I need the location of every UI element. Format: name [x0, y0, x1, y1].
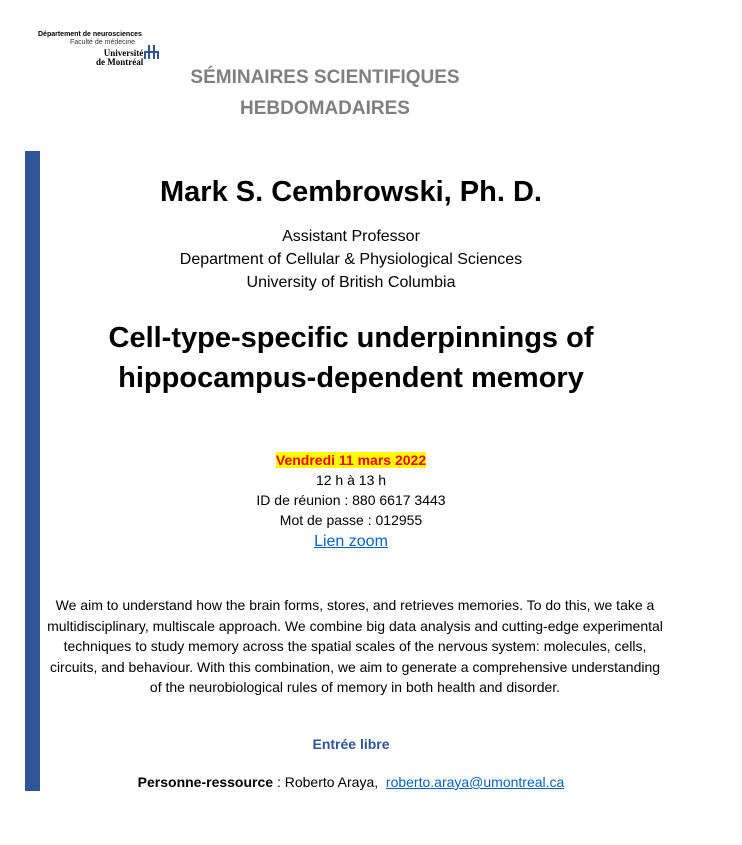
- speaker-affiliation: [40, 225, 662, 294]
- accent-bar: [25, 151, 40, 791]
- contact-name: Roberto Araya,: [284, 774, 379, 790]
- speaker-university: University of British Columbia: [246, 274, 456, 291]
- contact-email-link[interactable]: roberto.araya@umontreal.ca: [385, 774, 565, 790]
- contact-label: Personne-ressource: [137, 774, 274, 790]
- talk-title-line2: hippocampus-dependent memory: [118, 362, 584, 394]
- meeting-password: Mot de passe : 012955: [279, 512, 423, 528]
- free-entry: Entrée libre: [312, 736, 390, 752]
- logo-department: Département de neurosciences: [38, 31, 142, 38]
- event-date: Vendredi 11 mars 2022: [275, 452, 427, 468]
- meeting-id: ID de réunion : 880 6617 3443: [256, 492, 446, 508]
- logo-university-line2: de Montréal: [96, 57, 144, 67]
- contact-separator: :: [273, 774, 285, 790]
- logo-faculty: Faculté de médecine: [70, 39, 135, 46]
- contact-line: [40, 774, 662, 790]
- speaker-department: Department of Cellular & Physiological Sciences: [179, 251, 523, 268]
- speaker-name: Mark S. Cembrowski, Ph. D.: [160, 176, 542, 208]
- series-title-line2: HEBDOMADAIRES: [240, 98, 410, 119]
- talk-title: [40, 318, 662, 398]
- logo-university: [96, 49, 143, 67]
- talk-title-line1: Cell-type-specific underpinnings of: [108, 322, 594, 354]
- event-details: [40, 450, 662, 552]
- zoom-link[interactable]: Lien zoom: [314, 533, 388, 550]
- event-time: 12 h à 13 h: [315, 472, 387, 488]
- abstract-text: We aim to understand how the brain forms, stores, and retrieves memories. To do this, we take a multidisciplinary, multiscale approach. We combine big data analysis and cutting-edge experimental techniques to study memory across the spatial scales of the nervous system: molecules, cells, circuits, and behaviour. With this combination, we aim to generate a comprehensive understanding of the neurobiological rules of memory in both health and disorder.: [47, 597, 663, 695]
- series-title: [140, 62, 510, 124]
- series-title-line1: SÉMINAIRES SCIENTIFIQUES: [190, 67, 460, 88]
- udem-emblem-icon: [143, 45, 161, 59]
- logo-university-line1: Université: [103, 48, 144, 58]
- speaker-position: Assistant Professor: [282, 228, 420, 245]
